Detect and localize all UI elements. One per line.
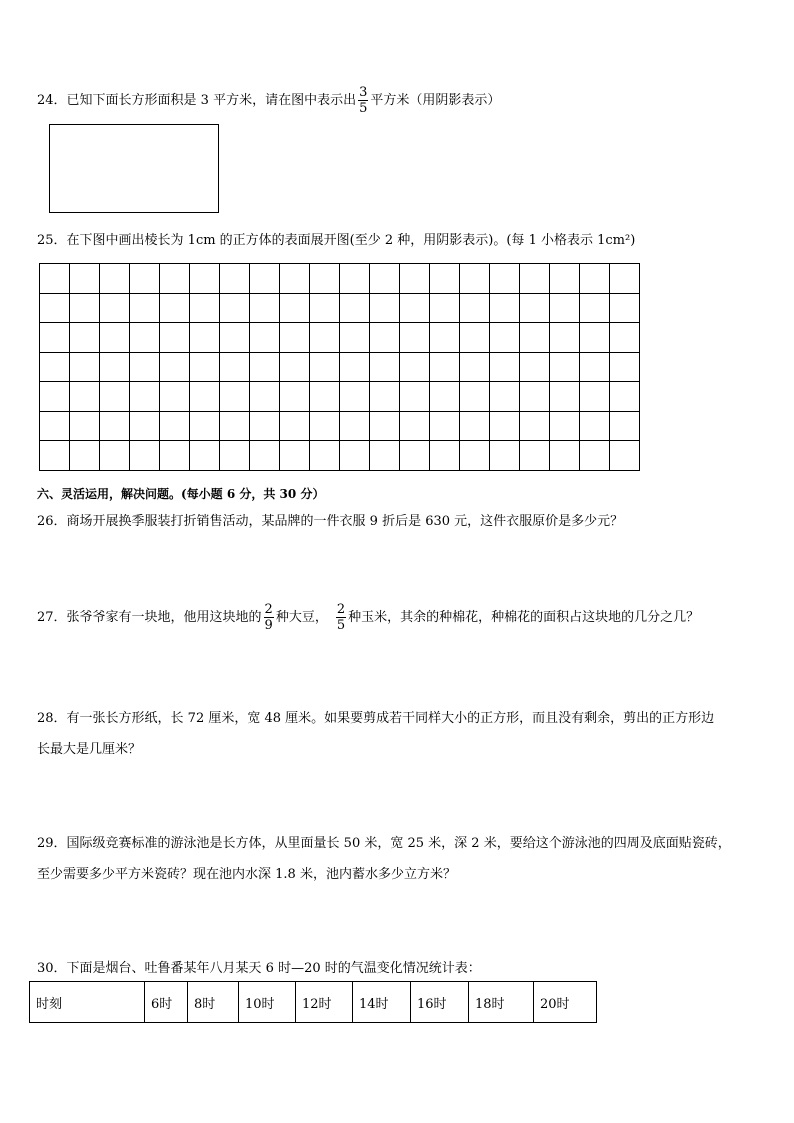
grid-cell[interactable] [520, 352, 550, 382]
grid-cell[interactable] [70, 382, 100, 412]
table-header-cell: 14时 [353, 982, 411, 1023]
grid-cell[interactable] [610, 264, 640, 294]
grid-cell[interactable] [280, 352, 310, 382]
grid-cell[interactable] [460, 293, 490, 323]
grid-cell[interactable] [520, 441, 550, 471]
grid-cell[interactable] [520, 411, 550, 441]
q27-fraction-2-numerator: 2 [336, 602, 346, 617]
grid-cell[interactable] [580, 382, 610, 412]
grid-cell[interactable] [490, 293, 520, 323]
grid-cell[interactable] [460, 441, 490, 471]
grid-cell[interactable] [280, 293, 310, 323]
grid-cell[interactable] [520, 293, 550, 323]
grid-cell[interactable] [220, 323, 250, 353]
grid-cell[interactable] [460, 264, 490, 294]
q27-text-after: 种玉米，其余的种棉花，种棉花的面积占这块地的几分之几？ [348, 610, 700, 625]
grid-cell[interactable] [160, 411, 190, 441]
grid-cell[interactable] [370, 441, 400, 471]
grid-cell[interactable] [100, 441, 130, 471]
grid-cell[interactable] [40, 323, 70, 353]
grid-cell[interactable] [370, 411, 400, 441]
grid-cell[interactable] [610, 441, 640, 471]
grid-row [40, 352, 640, 382]
grid-cell[interactable] [550, 411, 580, 441]
grid-row [40, 411, 640, 441]
grid-cell[interactable] [580, 411, 610, 441]
grid-cell[interactable] [580, 293, 610, 323]
grid-cell[interactable] [40, 441, 70, 471]
grid-cell[interactable] [550, 323, 580, 353]
grid-cell[interactable] [580, 264, 610, 294]
grid-cell[interactable] [370, 323, 400, 353]
table-header-cell: 8时 [188, 982, 239, 1023]
grid-cell[interactable] [430, 293, 460, 323]
grid-cell[interactable] [70, 411, 100, 441]
grid-cell[interactable] [340, 441, 370, 471]
grid-cell[interactable] [280, 411, 310, 441]
grid-cell[interactable] [340, 293, 370, 323]
grid-cell[interactable] [100, 323, 130, 353]
grid-cell[interactable] [370, 264, 400, 294]
q24-fraction-numerator: 3 [359, 85, 368, 100]
q24-fraction-denominator: 5 [359, 101, 368, 116]
grid-cell[interactable] [310, 352, 340, 382]
grid-cell[interactable] [550, 441, 580, 471]
grid-cell[interactable] [400, 323, 430, 353]
grid-cell[interactable] [70, 264, 100, 294]
grid-cell[interactable] [340, 382, 370, 412]
grid-cell[interactable] [460, 352, 490, 382]
q30-temperature-table [29, 981, 597, 1023]
grid-cell[interactable] [460, 382, 490, 412]
question-29-line-2: 至少需要多少平方米瓷砖？现在池内水深 1.8 米，池内蓄水多少立方米？ [37, 867, 456, 882]
table-header-cell: 20时 [534, 982, 597, 1023]
grid-cell[interactable] [430, 264, 460, 294]
grid-cell[interactable] [190, 382, 220, 412]
grid-cell[interactable] [340, 323, 370, 353]
grid-cell[interactable] [250, 382, 280, 412]
question-29-line-1: 29．国际级竞赛标准的游泳池是长方体，从里面量长 50 米，宽 25 米，深 2 米，要给这个游泳池的四周及底面贴瓷砖， [37, 836, 731, 851]
grid-cell[interactable] [610, 352, 640, 382]
table-header-cell: 16时 [411, 982, 469, 1023]
question-24 [37, 86, 500, 116]
grid-cell[interactable] [70, 323, 100, 353]
grid-cell[interactable] [520, 323, 550, 353]
grid-row [40, 293, 640, 323]
grid-cell[interactable] [250, 264, 280, 294]
grid-cell[interactable] [40, 293, 70, 323]
grid-cell[interactable] [70, 441, 100, 471]
grid-cell[interactable] [190, 264, 220, 294]
grid-cell[interactable] [490, 411, 520, 441]
grid-cell[interactable] [220, 293, 250, 323]
grid-cell[interactable] [340, 352, 370, 382]
grid-cell[interactable] [520, 264, 550, 294]
grid-cell[interactable] [40, 411, 70, 441]
section-6-heading: 六、灵活运用，解决问题。(每小题 6 分，共 30 分） [37, 487, 325, 501]
grid-cell[interactable] [490, 264, 520, 294]
grid-cell[interactable] [610, 293, 640, 323]
grid-cell[interactable] [220, 382, 250, 412]
grid-cell[interactable] [130, 441, 160, 471]
question-28-line-1: 28．有一张长方形纸，长 72 厘米，宽 48 厘米。如果要剪成若干同样大小的正方形，而且没有剩余，剪出的正方形边 [37, 711, 715, 726]
q24-rectangle[interactable] [49, 124, 219, 213]
grid-cell[interactable] [190, 411, 220, 441]
grid-cell[interactable] [310, 441, 340, 471]
table-header-cell: 18时 [469, 982, 534, 1023]
grid-cell[interactable] [400, 411, 430, 441]
grid-cell[interactable] [220, 411, 250, 441]
grid-cell[interactable] [280, 264, 310, 294]
grid-cell[interactable] [160, 441, 190, 471]
q24-fraction [358, 86, 368, 115]
grid-cell[interactable] [250, 352, 280, 382]
grid-cell[interactable] [400, 441, 430, 471]
table-row [30, 982, 597, 1023]
grid-cell[interactable] [580, 323, 610, 353]
grid-cell[interactable] [490, 323, 520, 353]
grid-cell[interactable] [160, 293, 190, 323]
grid-cell[interactable] [100, 411, 130, 441]
grid-cell[interactable] [190, 441, 220, 471]
q27-fraction-2 [336, 603, 346, 632]
grid-cell[interactable] [130, 323, 160, 353]
grid-cell[interactable] [580, 441, 610, 471]
grid-cell[interactable] [550, 352, 580, 382]
grid-cell[interactable] [280, 441, 310, 471]
grid-cell[interactable] [220, 352, 250, 382]
grid-cell[interactable] [610, 323, 640, 353]
table-header-cell: 10时 [239, 982, 296, 1023]
grid-cell[interactable] [610, 382, 640, 412]
q24-text-after: 平方米（用阴影表示） [370, 93, 501, 108]
grid-row [40, 264, 640, 294]
grid-cell[interactable] [250, 323, 280, 353]
grid-cell[interactable] [130, 352, 160, 382]
q25-grid[interactable] [39, 263, 640, 471]
grid-cell[interactable] [160, 323, 190, 353]
grid-cell[interactable] [610, 411, 640, 441]
grid-cell[interactable] [430, 441, 460, 471]
grid-cell[interactable] [160, 382, 190, 412]
grid-cell[interactable] [190, 323, 220, 353]
grid-cell[interactable] [520, 382, 550, 412]
grid-cell[interactable] [40, 352, 70, 382]
grid-cell[interactable] [190, 293, 220, 323]
grid-cell[interactable] [190, 352, 220, 382]
table-header-cell: 6时 [145, 982, 188, 1023]
grid-cell[interactable] [280, 382, 310, 412]
grid-cell[interactable] [250, 441, 280, 471]
grid-cell[interactable] [70, 352, 100, 382]
grid-cell[interactable] [250, 293, 280, 323]
q24-text-before: 24．已知下面长方形面积是 3 平方米，请在图中表示出 [37, 93, 357, 108]
grid-cell[interactable] [220, 264, 250, 294]
grid-cell[interactable] [160, 264, 190, 294]
grid-cell[interactable] [370, 293, 400, 323]
grid-cell[interactable] [100, 352, 130, 382]
grid-cell[interactable] [310, 323, 340, 353]
q27-text-mid: 种大豆， [275, 610, 328, 625]
grid-cell[interactable] [100, 264, 130, 294]
table-header-cell: 时刻 [30, 982, 145, 1023]
grid-cell[interactable] [310, 293, 340, 323]
grid-cell[interactable] [40, 382, 70, 412]
grid-cell[interactable] [310, 411, 340, 441]
grid-cell[interactable] [340, 264, 370, 294]
grid-cell[interactable] [430, 323, 460, 353]
grid-cell[interactable] [280, 323, 310, 353]
q27-fraction-1-numerator: 2 [264, 602, 273, 617]
q27-fraction-1-denominator: 9 [264, 618, 273, 633]
grid-cell[interactable] [430, 411, 460, 441]
grid-cell[interactable] [460, 323, 490, 353]
grid-cell[interactable] [340, 411, 370, 441]
grid-cell[interactable] [400, 382, 430, 412]
grid-cell[interactable] [130, 382, 160, 412]
question-26: 26．商场开展换季服装打折销售活动，某品牌的一件衣服 9 折后是 630 元，这件衣服原价是多少元？ [37, 514, 624, 529]
question-27 [37, 603, 699, 633]
grid-cell[interactable] [550, 293, 580, 323]
grid-cell[interactable] [310, 382, 340, 412]
grid-row [40, 382, 640, 412]
question-28-line-2: 长最大是几厘米？ [37, 742, 142, 757]
q27-fraction-1 [264, 603, 274, 632]
grid-cell[interactable] [130, 411, 160, 441]
grid-cell[interactable] [490, 382, 520, 412]
grid-cell[interactable] [130, 293, 160, 323]
q27-text-before: 27．张爷爷家有一块地，他用这块地的 [37, 610, 262, 625]
grid-cell[interactable] [550, 264, 580, 294]
grid-cell[interactable] [100, 293, 130, 323]
grid-cell[interactable] [430, 382, 460, 412]
grid-cell[interactable] [160, 352, 190, 382]
grid-row [40, 441, 640, 471]
grid-cell[interactable] [100, 382, 130, 412]
grid-cell[interactable] [580, 352, 610, 382]
grid-cell[interactable] [40, 264, 70, 294]
question-30: 30．下面是烟台、吐鲁番某年八月某天 6 时—20 时的气温变化情况统计表： [37, 961, 481, 976]
grid-cell[interactable] [70, 293, 100, 323]
grid-cell[interactable] [370, 382, 400, 412]
grid-cell[interactable] [460, 411, 490, 441]
grid-cell[interactable] [310, 264, 340, 294]
grid-cell[interactable] [250, 411, 280, 441]
grid-row [40, 323, 640, 353]
grid-cell[interactable] [550, 382, 580, 412]
grid-cell[interactable] [400, 264, 430, 294]
grid-cell[interactable] [430, 352, 460, 382]
grid-cell[interactable] [370, 352, 400, 382]
grid-cell[interactable] [490, 441, 520, 471]
q27-fraction-2-denominator: 5 [336, 618, 346, 633]
grid-cell[interactable] [490, 352, 520, 382]
question-25: 25．在下图中画出棱长为 1cm 的正方体的表面展开图(至少 2 种，用阴影表示)。(每 1 小格表示 1cm²) [37, 233, 636, 248]
table-header-cell: 12时 [296, 982, 353, 1023]
grid-cell[interactable] [130, 264, 160, 294]
grid-cell[interactable] [400, 293, 430, 323]
grid-cell[interactable] [400, 352, 430, 382]
grid-cell[interactable] [220, 441, 250, 471]
